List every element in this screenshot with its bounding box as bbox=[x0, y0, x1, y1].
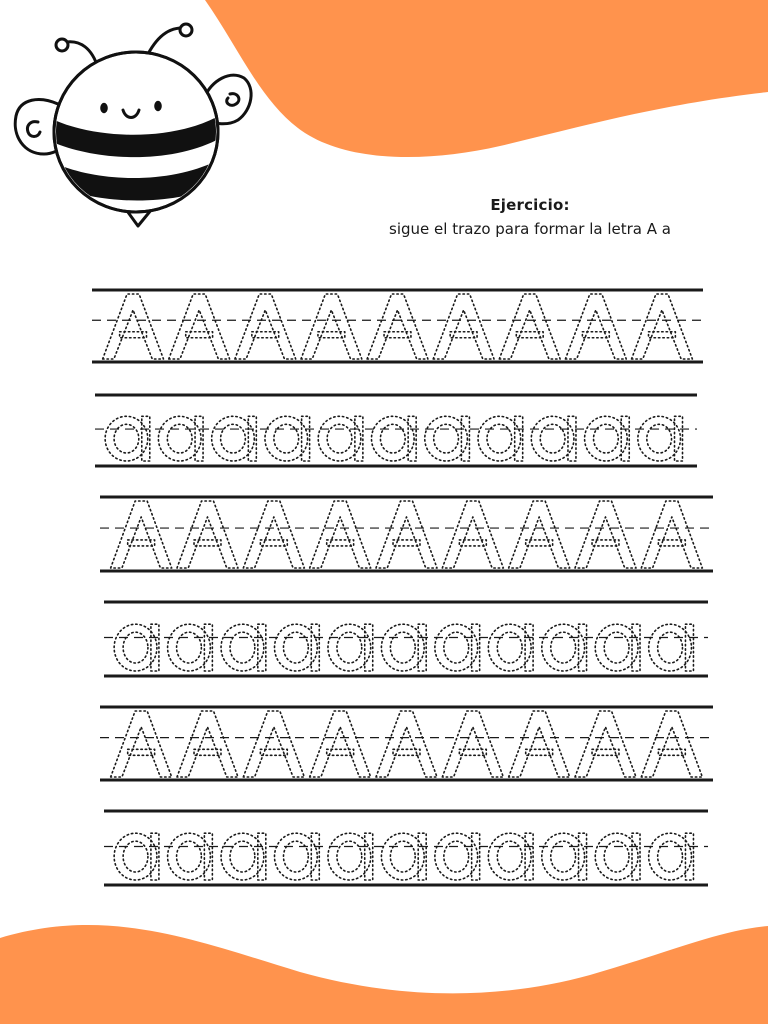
tracing-letter-lowercase-a bbox=[638, 416, 683, 461]
tracing-letter-uppercase-a bbox=[103, 294, 164, 359]
tracing-letter-lowercase-a bbox=[649, 833, 694, 880]
tracing-letter-uppercase-a bbox=[310, 711, 371, 777]
tracing-letter-lowercase-a bbox=[212, 416, 257, 461]
tracing-letter-uppercase-a bbox=[509, 501, 570, 568]
tracing-letter-uppercase-a bbox=[575, 501, 636, 568]
tracing-letter-lowercase-a bbox=[542, 833, 587, 880]
tracing-letter-lowercase-a bbox=[585, 416, 630, 461]
tracing-letter-uppercase-a bbox=[376, 711, 437, 777]
tracing-letter-lowercase-a bbox=[381, 833, 426, 880]
tracing-row bbox=[95, 395, 697, 466]
tracing-letter-uppercase-a bbox=[575, 711, 636, 777]
tracing-letter-uppercase-a bbox=[433, 294, 494, 359]
tracing-letter-uppercase-a bbox=[243, 711, 304, 777]
tracing-letter-lowercase-a bbox=[328, 833, 373, 880]
tracing-row bbox=[100, 707, 713, 780]
tracing-letter-lowercase-a bbox=[478, 416, 523, 461]
tracing-letter-uppercase-a bbox=[301, 294, 362, 359]
tracing-letter-lowercase-a bbox=[649, 624, 694, 671]
tracing-letter-uppercase-a bbox=[442, 501, 503, 568]
tracing-letter-lowercase-a bbox=[168, 624, 213, 671]
tracing-letter-uppercase-a bbox=[509, 711, 570, 777]
tracing-letter-lowercase-a bbox=[114, 624, 159, 671]
tracing-letter-lowercase-a bbox=[435, 624, 480, 671]
tracing-letter-uppercase-a bbox=[111, 501, 172, 568]
tracing-letter-lowercase-a bbox=[371, 416, 416, 461]
tracing-letter-uppercase-a bbox=[111, 711, 172, 777]
tracing-letter-uppercase-a bbox=[367, 294, 428, 359]
tracing-row bbox=[104, 602, 708, 676]
exercise-title: Ejercicio: bbox=[490, 196, 570, 214]
tracing-letter-uppercase-a bbox=[177, 501, 238, 568]
tracing-letter-lowercase-a bbox=[265, 416, 310, 461]
tracing-letter-uppercase-a bbox=[442, 711, 503, 777]
exercise-instruction: sigue el trazo para formar la letra A a bbox=[389, 220, 671, 238]
tracing-letter-lowercase-a bbox=[114, 833, 159, 880]
tracing-letter-lowercase-a bbox=[318, 416, 363, 461]
tracing-letter-lowercase-a bbox=[275, 833, 320, 880]
tracing-row bbox=[100, 497, 713, 571]
tracing-letter-uppercase-a bbox=[641, 711, 702, 777]
tracing-letter-uppercase-a bbox=[641, 501, 702, 568]
tracing-letter-lowercase-a bbox=[328, 624, 373, 671]
tracing-letter-uppercase-a bbox=[632, 294, 693, 359]
tracing-letter-uppercase-a bbox=[376, 501, 437, 568]
tracing-letter-lowercase-a bbox=[531, 416, 576, 461]
tracing-letter-lowercase-a bbox=[425, 416, 470, 461]
tracing-letter-lowercase-a bbox=[435, 833, 480, 880]
tracing-letter-lowercase-a bbox=[158, 416, 203, 461]
tracing-letter-uppercase-a bbox=[243, 501, 304, 568]
tracing-letter-lowercase-a bbox=[381, 624, 426, 671]
tracing-letter-uppercase-a bbox=[235, 294, 296, 359]
tracing-letter-lowercase-a bbox=[275, 624, 320, 671]
tracing-letter-lowercase-a bbox=[488, 624, 533, 671]
tracing-letter-uppercase-a bbox=[565, 294, 626, 359]
tracing-letter-lowercase-a bbox=[595, 624, 640, 671]
tracing-letter-lowercase-a bbox=[488, 833, 533, 880]
tracing-letter-lowercase-a bbox=[168, 833, 213, 880]
tracing-letter-uppercase-a bbox=[499, 294, 560, 359]
tracing-letter-uppercase-a bbox=[169, 294, 230, 359]
tracing-letter-lowercase-a bbox=[221, 833, 266, 880]
tracing-letter-lowercase-a bbox=[595, 833, 640, 880]
tracing-letter-lowercase-a bbox=[542, 624, 587, 671]
tracing-row bbox=[92, 290, 703, 362]
tracing-letter-uppercase-a bbox=[310, 501, 371, 568]
tracing-letter-lowercase-a bbox=[221, 624, 266, 671]
tracing-row bbox=[104, 811, 708, 885]
tracing-letter-lowercase-a bbox=[105, 416, 150, 461]
tracing-letter-uppercase-a bbox=[177, 711, 238, 777]
